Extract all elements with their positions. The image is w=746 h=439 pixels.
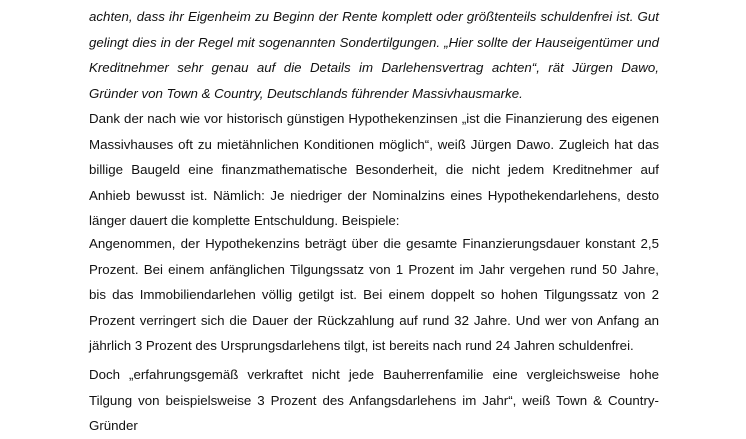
paragraph-mortgage-rates: Dank der nach wie vor historisch günstigen Hypothekenzinsen „ist die Finanzierung des eigenen Massivhauses oft zu mietähnlichen Konditionen möglich“, weiß Jürgen Dawo. Zugleich hat das billige Baugeld eine finanzmathematische Besonderheit, die nicht jedem Kreditnehmer auf Anhieb bewusst ist. Nämlich: Je niedriger der Nominalzins eines Hypothekendarlehens, desto länger dauert die komplette Entschuldung. Beispiele: [89,111,659,229]
paragraph-repayment-capacity: Doch „erfahrungsgemäß verkraftet nicht jede Bauherrenfamilie eine vergleichsweise hohe Tilgung von beispielsweise 3 Prozent des Anfangsdarlehens im Jahr“, weiß Town & Country-Gründer [89,367,659,434]
paragraph-repayment-examples: Angenommen, der Hypothekenzins beträgt über die gesamte Finanzierungsdauer konstant 2,5 Prozent. Bei einem anfänglichen Tilgungssatz von 1 Prozent im Jahr vergehen rund 50 Jahre, bis das Immobiliendarlehen völlig getilgt ist. Bei einem doppelt so hohen Tilgungssatz von 2 Prozent verringert sich die Dauer der Rückzahlung auf rund 32 Jahre. Und wer von Anfang an jährlich 3 Prozent des Ursprungsdarlehens tilgt, ist bereits nach rund 24 Jahren schuldenfrei. [89,236,659,354]
paragraph-intro-italic: achten, dass ihr Eigenheim zu Beginn der Rente komplett oder größtenteils schuldenfrei ist. Gut gelingt dies in der Regel mit sogenannten Sondertilgungen. „Hier sollte der Hauseigentümer und Kreditnehmer sehr genau auf die Details im Darlehensvertrag achten“, rät Jürgen Dawo, Gründer von Town & Country, Deutschlands führender Massivhausmarke. [89,9,659,101]
